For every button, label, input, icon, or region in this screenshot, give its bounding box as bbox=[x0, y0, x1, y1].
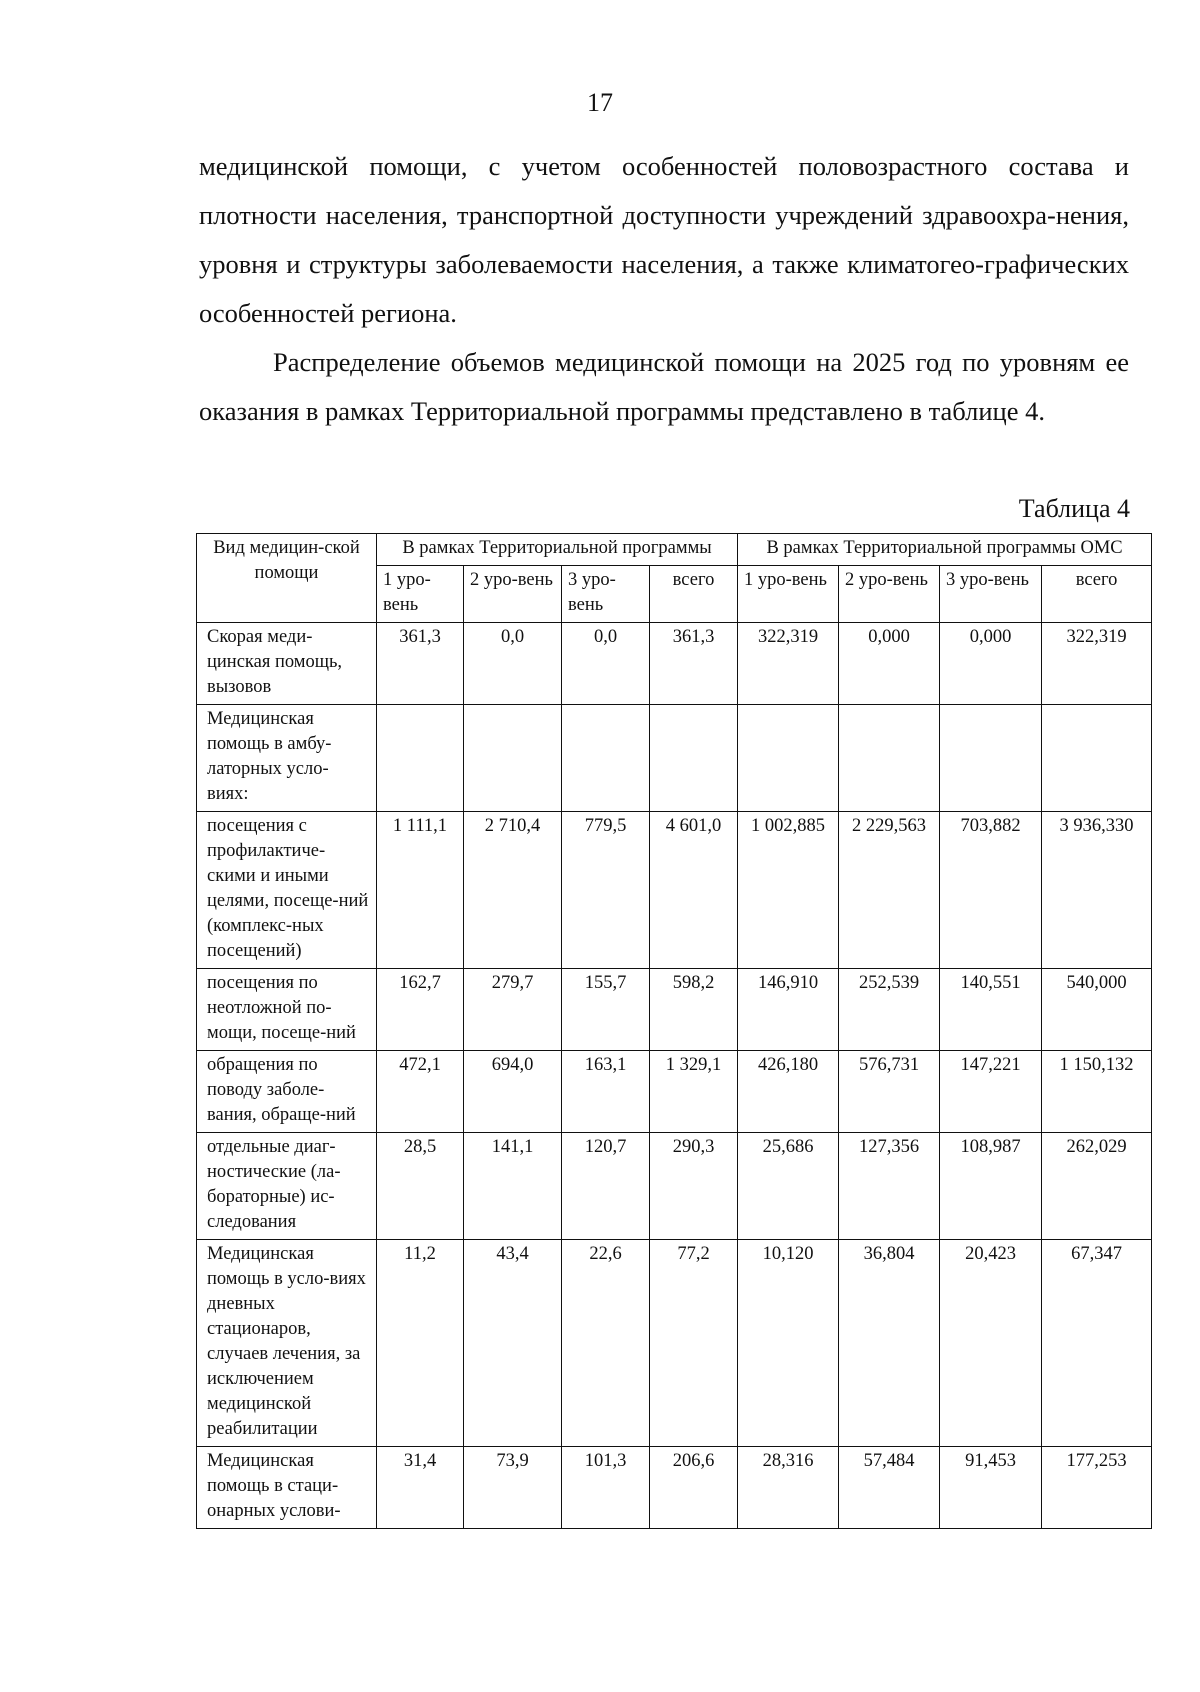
table-cell: 140,551 bbox=[940, 969, 1042, 1051]
table-cell: 703,882 bbox=[940, 812, 1042, 969]
table-row bbox=[197, 1051, 1152, 1133]
table-cell: 0,000 bbox=[940, 623, 1042, 705]
table-cell: 779,5 bbox=[562, 812, 650, 969]
table-row bbox=[197, 705, 1152, 812]
table-cell: 1 329,1 bbox=[650, 1051, 738, 1133]
header-level: 3 уро-вень bbox=[940, 566, 1042, 623]
table-cell: 290,3 bbox=[650, 1133, 738, 1240]
table-cell: 28,5 bbox=[377, 1133, 464, 1240]
table-cell: 206,6 bbox=[650, 1447, 738, 1529]
table-cell: 472,1 bbox=[377, 1051, 464, 1133]
table-cell: 177,253 bbox=[1042, 1447, 1152, 1529]
table-cell: 77,2 bbox=[650, 1240, 738, 1447]
table-cell: 361,3 bbox=[377, 623, 464, 705]
table-cell bbox=[650, 705, 738, 812]
table-cell: 163,1 bbox=[562, 1051, 650, 1133]
table-cell: 57,484 bbox=[839, 1447, 940, 1529]
table-cell: 36,804 bbox=[839, 1240, 940, 1447]
row-label: Медицинская помощь в стаци-онарных услови- bbox=[197, 1447, 377, 1529]
table-cell: 28,316 bbox=[738, 1447, 839, 1529]
table-cell: 262,029 bbox=[1042, 1133, 1152, 1240]
table-cell bbox=[1042, 705, 1152, 812]
row-label: обращения по поводу заболе-вания, обраще-ний bbox=[197, 1051, 377, 1133]
paragraph-2: Распределение объемов медицинской помощи на 2025 год по уровням ее оказания в рамках Территориальной программы представлено в таблице 4. bbox=[199, 347, 1129, 426]
header-level: 1 уро-вень bbox=[377, 566, 464, 623]
table-cell: 22,6 bbox=[562, 1240, 650, 1447]
table-cell bbox=[464, 705, 562, 812]
table-header-row bbox=[197, 534, 1152, 566]
header-territorial-program-oms: В рамках Территориальной программы ОМС bbox=[738, 534, 1152, 566]
table-cell bbox=[839, 705, 940, 812]
table-cell: 120,7 bbox=[562, 1133, 650, 1240]
table-cell: 141,1 bbox=[464, 1133, 562, 1240]
table-cell: 1 111,1 bbox=[377, 812, 464, 969]
table-cell: 1 002,885 bbox=[738, 812, 839, 969]
table-cell: 694,0 bbox=[464, 1051, 562, 1133]
table-cell: 101,3 bbox=[562, 1447, 650, 1529]
table-cell: 91,453 bbox=[940, 1447, 1042, 1529]
page-number: 17 bbox=[587, 88, 613, 117]
header-total: всего bbox=[650, 566, 738, 623]
header-level: 1 уро-вень bbox=[738, 566, 839, 623]
table-cell: 576,731 bbox=[839, 1051, 940, 1133]
paragraph-1: медицинской помощи, с учетом особенностей половозрастного состава и плотности населения, транспортной доступности учреждений здравоохра-нения, уровня и структуры заболеваемости населения, а также климатогео-графических особенностей региона. bbox=[199, 151, 1129, 328]
table-row bbox=[197, 1240, 1152, 1447]
row-label: посещения с профилактиче-скими и иными целями, посеще-ний (комплекс-ных посещений) bbox=[197, 812, 377, 969]
table-cell: 540,000 bbox=[1042, 969, 1152, 1051]
data-table bbox=[196, 533, 1152, 1529]
table-row bbox=[197, 969, 1152, 1051]
header-level: 3 уро-вень bbox=[562, 566, 650, 623]
row-label: Медицинская помощь в амбу-латорных усло-виях: bbox=[197, 705, 377, 812]
table-cell: 1 150,132 bbox=[1042, 1051, 1152, 1133]
header-territorial-program: В рамках Территориальной программы bbox=[377, 534, 738, 566]
table-cell: 322,319 bbox=[738, 623, 839, 705]
table-cell: 20,423 bbox=[940, 1240, 1042, 1447]
table-cell: 322,319 bbox=[1042, 623, 1152, 705]
table-row bbox=[197, 1447, 1152, 1529]
table-cell: 31,4 bbox=[377, 1447, 464, 1529]
table-cell: 43,4 bbox=[464, 1240, 562, 1447]
table-cell: 108,987 bbox=[940, 1133, 1042, 1240]
table-cell: 0,0 bbox=[464, 623, 562, 705]
table-cell: 598,2 bbox=[650, 969, 738, 1051]
table-cell: 2 229,563 bbox=[839, 812, 940, 969]
row-label: посещения по неотложной по-мощи, посеще-ний bbox=[197, 969, 377, 1051]
table-cell: 4 601,0 bbox=[650, 812, 738, 969]
header-level: 2 уро-вень bbox=[464, 566, 562, 623]
table-cell: 147,221 bbox=[940, 1051, 1042, 1133]
row-label: отдельные диаг-ностические (ла-бораторные) ис-следования bbox=[197, 1133, 377, 1240]
row-label: Медицинская помощь в усло-виях дневных стационаров, случаев лечения, за исключением медицинской реабилитации bbox=[197, 1240, 377, 1447]
table-cell: 10,120 bbox=[738, 1240, 839, 1447]
table-cell: 73,9 bbox=[464, 1447, 562, 1529]
table-row bbox=[197, 1133, 1152, 1240]
table-cell: 162,7 bbox=[377, 969, 464, 1051]
table-row bbox=[197, 812, 1152, 969]
header-total: всего bbox=[1042, 566, 1152, 623]
header-level: 2 уро-вень bbox=[839, 566, 940, 623]
table-cell: 426,180 bbox=[738, 1051, 839, 1133]
table-cell: 67,347 bbox=[1042, 1240, 1152, 1447]
table-cell bbox=[940, 705, 1042, 812]
table-cell: 361,3 bbox=[650, 623, 738, 705]
row-label: Скорая меди-цинская помощь, вызовов bbox=[197, 623, 377, 705]
table-cell: 0,0 bbox=[562, 623, 650, 705]
table-cell: 11,2 bbox=[377, 1240, 464, 1447]
header-medical-care-type: Вид медицин-ской помощи bbox=[197, 534, 377, 623]
table-cell: 252,539 bbox=[839, 969, 940, 1051]
table-cell: 146,910 bbox=[738, 969, 839, 1051]
table-cell bbox=[377, 705, 464, 812]
table-cell bbox=[562, 705, 650, 812]
table-cell: 25,686 bbox=[738, 1133, 839, 1240]
table-cell: 0,000 bbox=[839, 623, 940, 705]
table-cell: 155,7 bbox=[562, 969, 650, 1051]
table-cell: 2 710,4 bbox=[464, 812, 562, 969]
table-cell bbox=[738, 705, 839, 812]
table-caption: Таблица 4 bbox=[1018, 494, 1130, 523]
table-cell: 279,7 bbox=[464, 969, 562, 1051]
table-row bbox=[197, 623, 1152, 705]
table-cell: 127,356 bbox=[839, 1133, 940, 1240]
table-cell: 3 936,330 bbox=[1042, 812, 1152, 969]
